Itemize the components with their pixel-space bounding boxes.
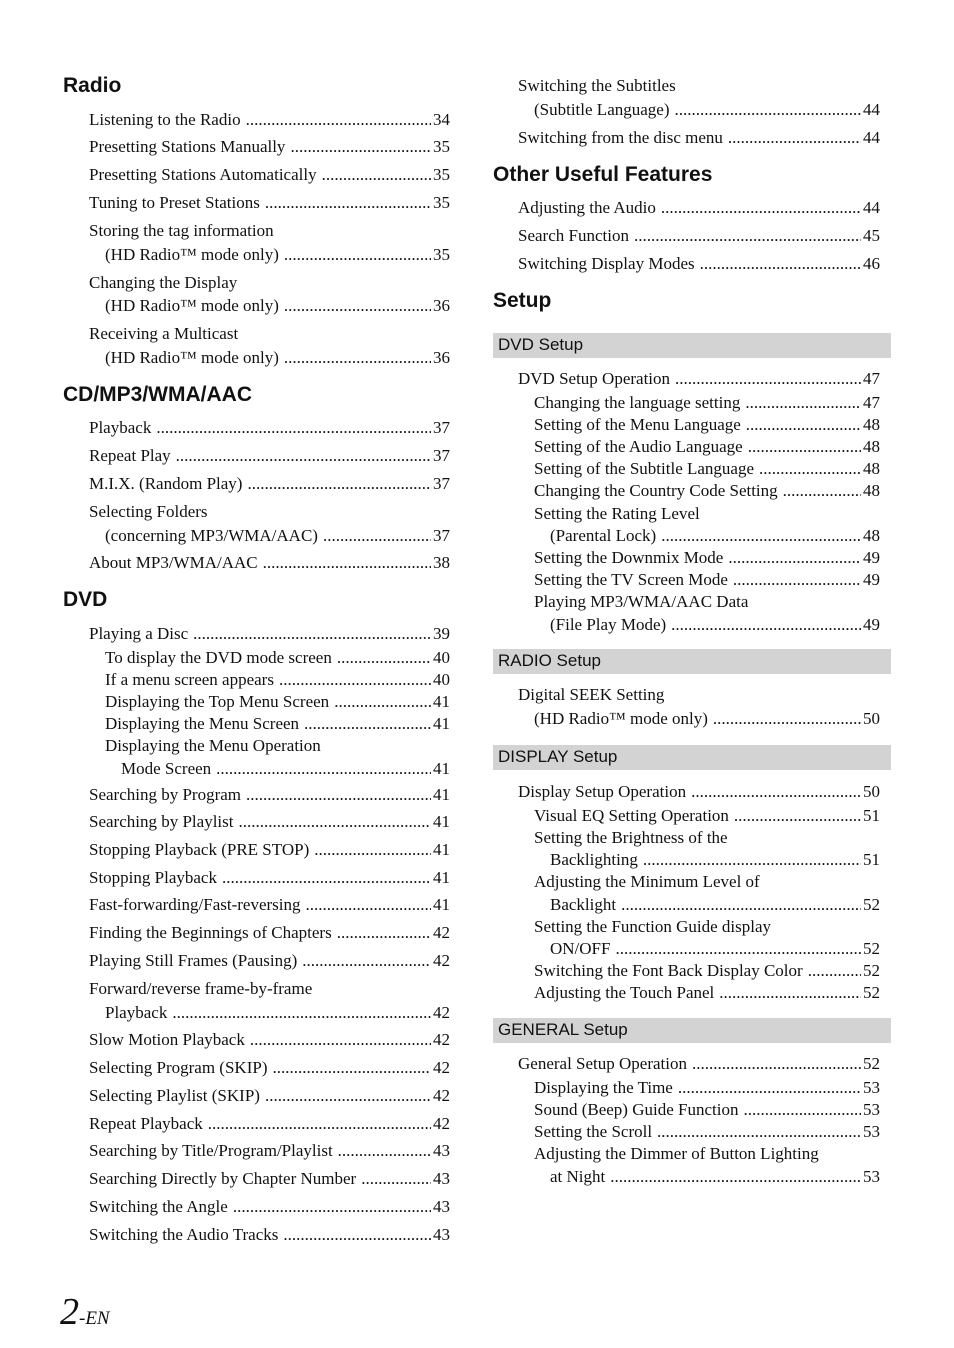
toc-entry-title: ON/OFF (550, 939, 611, 958)
toc-entry-title: Adjusting the Audio (518, 198, 656, 217)
toc-entry-title: Setting the Brightness of the (534, 828, 728, 847)
toc-entry (534, 480, 880, 502)
leader-dots (691, 781, 861, 803)
toc-entry-title: Selecting Folders (89, 502, 208, 521)
toc-entry (518, 781, 880, 803)
toc-entry (105, 525, 450, 547)
toc-entry-title: Tuning to Preset Stations (89, 193, 260, 212)
toc-entry-title: Setting the Scroll (534, 1122, 653, 1141)
leader-dots (246, 784, 431, 806)
toc-entry (89, 922, 450, 944)
toc-entry-page: 47 (863, 369, 880, 388)
leader-dots (334, 691, 431, 713)
toc-entry (105, 691, 450, 713)
toc-entry-page: 43 (433, 1169, 450, 1188)
toc-entry-page: 34 (433, 110, 450, 129)
leader-dots (745, 392, 861, 414)
toc-entry (89, 1113, 450, 1135)
leader-dots (238, 811, 431, 833)
toc-entry-title: Stopping Playback (PRE STOP) (89, 840, 310, 859)
leader-dots (692, 1053, 861, 1075)
toc-entry-page: 47 (863, 393, 880, 412)
toc-entry-page: 53 (863, 1078, 880, 1097)
toc-entry-title: Switching the Subtitles (518, 76, 676, 95)
toc-entry (89, 445, 450, 467)
toc-entry-page: 52 (863, 1054, 880, 1073)
toc-entry (105, 647, 450, 669)
toc-entry-title: Fast-forwarding/Fast-reversing (89, 895, 301, 914)
leader-dots (759, 458, 861, 480)
toc-entry-page: 42 (433, 951, 450, 970)
leader-dots (250, 1029, 431, 1051)
toc-entry (105, 244, 450, 266)
toc-entry-title: Playing Still Frames (Pausing) (89, 951, 298, 970)
toc-entry (550, 614, 880, 636)
leader-dots (302, 950, 431, 972)
leader-dots (314, 839, 431, 861)
toc-entry-title: (HD Radio™ mode only) (105, 348, 279, 367)
toc-entry (518, 225, 880, 247)
toc-entry-page: 50 (863, 782, 880, 801)
toc-entry (534, 458, 880, 480)
toc-entry (550, 1166, 880, 1188)
leader-dots (615, 938, 861, 960)
toc-entry (105, 347, 450, 369)
toc-entry-title: Setting the TV Screen Mode (534, 570, 728, 589)
toc-entry (89, 417, 450, 439)
toc-entry (534, 1099, 880, 1121)
toc-entry-page: 43 (433, 1141, 450, 1160)
toc-entry-title: Changing the Country Code Setting (534, 481, 778, 500)
toc-entry-title: If a menu screen appears (105, 670, 274, 689)
toc-entry (534, 569, 880, 591)
toc-entry (89, 1140, 450, 1162)
leader-dots (283, 1224, 431, 1246)
toc-entry-title: Playing a Disc (89, 624, 189, 643)
leader-dots (337, 922, 431, 944)
toc-entry (534, 392, 880, 414)
toc-entry-page: 37 (433, 418, 450, 437)
toc-entry (550, 938, 880, 960)
toc-entry-page: 48 (863, 526, 880, 545)
toc-entry-page: 52 (863, 895, 880, 914)
page-footer (60, 1290, 110, 1334)
toc-entry-page: 42 (433, 1003, 450, 1022)
toc-entry (89, 867, 450, 889)
toc-entry-title: Changing the language setting (534, 393, 741, 412)
toc-entry (518, 368, 880, 390)
toc-entry-page: 37 (433, 446, 450, 465)
toc-entry (550, 894, 880, 916)
toc-entry (89, 164, 450, 186)
toc-entry-title: Setting of the Subtitle Language (534, 459, 755, 478)
leader-dots (323, 525, 431, 547)
leader-dots (222, 867, 431, 889)
toc-entry-title: Backlighting (550, 850, 638, 869)
toc-entry-title: Setting of the Menu Language (534, 415, 741, 434)
toc-entry-page: 48 (863, 481, 880, 500)
leader-dots (361, 1168, 431, 1190)
toc-entry-title: Digital SEEK Setting (518, 685, 665, 704)
toc-entry-page: 44 (863, 100, 880, 119)
radio-setup-bar (493, 649, 891, 674)
section-heading-other: Other Useful Features (493, 163, 713, 186)
toc-entry-title: Displaying the Top Menu Screen (105, 692, 330, 711)
toc-entry-page: 42 (433, 923, 450, 942)
toc-entry-title: Storing the tag information (89, 221, 274, 240)
toc-entry (550, 525, 880, 547)
toc-entry-title: DVD Setup Operation (518, 369, 671, 388)
toc-entry-title: Playback (89, 418, 152, 437)
leader-dots (272, 1057, 431, 1079)
leader-dots (808, 960, 861, 982)
toc-entry-title: Receiving a Multicast (89, 324, 239, 343)
toc-entry-page: 52 (863, 939, 880, 958)
toc-entry (89, 839, 450, 861)
toc-entry-page: 51 (863, 806, 880, 825)
toc-entry (105, 669, 450, 691)
toc-entry-page: 51 (863, 850, 880, 869)
general-setup-bar (493, 1018, 891, 1043)
toc-entry-title: Playing MP3/WMA/AAC Data (534, 592, 749, 611)
toc-entry-page: 35 (433, 165, 450, 184)
toc-entry-title: Switching the Font Back Display Color (534, 961, 803, 980)
leader-dots (634, 225, 861, 247)
leader-dots (246, 109, 431, 131)
toc-entry (89, 473, 450, 495)
toc-entry-page: 40 (433, 670, 450, 689)
toc-entry-page: 49 (863, 615, 880, 634)
toc-entry (518, 127, 880, 149)
toc-entry-title: Switching the Audio Tracks (89, 1225, 279, 1244)
toc-entry-page: 41 (433, 785, 450, 804)
toc-entry-title: About MP3/WMA/AAC (89, 553, 258, 572)
toc-entry-title: Displaying the Time (534, 1078, 673, 1097)
toc-entry-page: 44 (863, 198, 880, 217)
toc-entry-page: 48 (863, 437, 880, 456)
toc-entry-title: Setting of the Audio Language (534, 437, 743, 456)
toc-entry-page: 41 (433, 759, 450, 778)
toc-entry (89, 1168, 450, 1190)
leader-dots (193, 623, 431, 645)
toc-entry-page: 37 (433, 526, 450, 545)
toc-entry-page: 35 (433, 245, 450, 264)
leader-dots (290, 136, 431, 158)
toc-entry-title: Repeat Play (89, 446, 171, 465)
toc-entry (534, 547, 880, 569)
toc-entry (534, 436, 880, 458)
toc-entry (518, 1053, 880, 1075)
toc-entry-title: Selecting Playlist (SKIP) (89, 1086, 260, 1105)
toc-entry-title: Visual EQ Setting Operation (534, 806, 729, 825)
toc-entry (121, 758, 450, 780)
toc-entry-page: 42 (433, 1086, 450, 1105)
toc-entry (518, 253, 880, 275)
toc-entry-title: Searching by Title/Program/Playlist (89, 1141, 333, 1160)
toc-entry-title: Searching Directly by Chapter Number (89, 1169, 357, 1188)
toc-entry-title: Sound (Beep) Guide Function (534, 1100, 739, 1119)
toc-entry-page: 39 (433, 624, 450, 643)
toc-entry-title: Display Setup Operation (518, 782, 687, 801)
toc-entry (534, 805, 880, 827)
toc-entry-page: 41 (433, 840, 450, 859)
toc-entry (534, 708, 880, 730)
toc-entry-page: 46 (863, 254, 880, 273)
toc-entry-page: 53 (863, 1122, 880, 1141)
leader-dots (621, 894, 861, 916)
toc-entry (105, 1002, 450, 1024)
leader-dots (176, 445, 431, 467)
toc-entry-title: at Night (550, 1167, 606, 1186)
toc-entry (534, 1121, 880, 1143)
toc-entry-page: 42 (433, 1058, 450, 1077)
leader-dots (661, 197, 861, 219)
toc-entry-title: Presetting Stations Manually (89, 137, 286, 156)
leader-dots (728, 547, 861, 569)
toc-entry-title: (concerning MP3/WMA/AAC) (105, 526, 318, 545)
leader-dots (233, 1196, 431, 1218)
toc-entry-page: 40 (433, 648, 450, 667)
toc-entry-title: Playback (105, 1003, 168, 1022)
toc-entry-title: Searching by Playlist (89, 812, 234, 831)
leader-dots (671, 614, 861, 636)
leader-dots (208, 1113, 431, 1135)
toc-entry-title: Listening to the Radio (89, 110, 241, 129)
toc-entry-title: Adjusting the Touch Panel (534, 983, 715, 1002)
page-suffix: -EN (79, 1308, 110, 1329)
leader-dots (700, 253, 861, 275)
leader-dots (783, 480, 861, 502)
toc-entry-title: Selecting Program (SKIP) (89, 1058, 268, 1077)
toc-entry-title: Stopping Playback (89, 868, 217, 887)
toc-entry-page: 38 (433, 553, 450, 572)
toc-entry-title: (Parental Lock) (550, 526, 657, 545)
toc-entry-page: 43 (433, 1197, 450, 1216)
toc-entry (89, 552, 450, 574)
toc-entry (534, 414, 880, 436)
toc-entry-title: Setting the Rating Level (534, 504, 700, 523)
toc-entry-title: (HD Radio™ mode only) (105, 296, 279, 315)
leader-dots (265, 192, 431, 214)
leader-dots (675, 368, 861, 390)
toc-entry-page: 41 (433, 868, 450, 887)
leader-dots (733, 569, 861, 591)
toc-entry-page: 41 (433, 812, 450, 831)
toc-entry-title: Setting the Function Guide display (534, 917, 772, 936)
toc-entry-title: Presetting Stations Automatically (89, 165, 317, 184)
toc-entry-page: 42 (433, 1030, 450, 1049)
toc-entry-title: Adjusting the Dimmer of Button Lighting (534, 1144, 819, 1163)
leader-dots (743, 1099, 861, 1121)
toc-entry (534, 99, 880, 121)
leader-dots (746, 414, 861, 436)
toc-entry (89, 1196, 450, 1218)
leader-dots (657, 1121, 861, 1143)
toc-entry-title: General Setup Operation (518, 1054, 687, 1073)
dvd-setup-bar (493, 333, 891, 358)
dvd-setup-bar-label: DVD Setup (498, 335, 584, 354)
section-heading-dvd: DVD (63, 588, 108, 611)
toc-entry-page: 41 (433, 895, 450, 914)
general-setup-bar-label: GENERAL Setup (498, 1020, 628, 1039)
toc-entry (89, 784, 450, 806)
radio-setup-bar-label: RADIO Setup (498, 651, 601, 670)
toc-entry-page: 42 (433, 1114, 450, 1133)
toc-entry-title: Switching from the disc menu (518, 128, 723, 147)
page-number: 2 (60, 1291, 79, 1333)
toc-entry-title: Backlight (550, 895, 617, 914)
toc-entry (89, 894, 450, 916)
leader-dots (734, 805, 861, 827)
leader-dots (675, 99, 862, 121)
toc-entry-page: 48 (863, 415, 880, 434)
toc-entry (89, 623, 450, 645)
leader-dots (719, 982, 861, 1004)
toc-entry-page: 49 (863, 548, 880, 567)
toc-entry (89, 811, 450, 833)
toc-entry-title: (HD Radio™ mode only) (534, 709, 708, 728)
toc-entry-page: 41 (433, 692, 450, 711)
toc-entry-page: 36 (433, 296, 450, 315)
leader-dots (678, 1077, 861, 1099)
toc-entry (89, 1224, 450, 1246)
toc-entry-page: 35 (433, 193, 450, 212)
leader-dots (713, 708, 861, 730)
toc-entry-title: (File Play Mode) (550, 615, 667, 634)
leader-dots (247, 473, 431, 495)
toc-entry-title: Mode Screen (121, 759, 212, 778)
leader-dots (338, 1140, 431, 1162)
display-setup-bar (493, 745, 891, 770)
leader-dots (284, 295, 431, 317)
toc-entry (518, 197, 880, 219)
leader-dots (156, 417, 431, 439)
toc-entry-page: 48 (863, 459, 880, 478)
toc-entry-page: 52 (863, 983, 880, 1002)
toc-entry-title: Searching by Program (89, 785, 242, 804)
toc-entry-title: Forward/reverse frame-by-frame (89, 979, 313, 998)
toc-entry-title: Finding the Beginnings of Chapters (89, 923, 332, 942)
leader-dots (279, 669, 431, 691)
toc-entry-page: 53 (863, 1100, 880, 1119)
toc-entry-page: 41 (433, 714, 450, 733)
toc-entry (89, 136, 450, 158)
toc-entry-page: 36 (433, 348, 450, 367)
leader-dots (728, 127, 861, 149)
leader-dots (172, 1002, 431, 1024)
leader-dots (216, 758, 431, 780)
toc-entry-title: Search Function (518, 226, 629, 245)
leader-dots (265, 1085, 431, 1107)
leader-dots (306, 894, 431, 916)
toc-entry (89, 1029, 450, 1051)
leader-dots (284, 347, 431, 369)
toc-entry-page: 44 (863, 128, 880, 147)
display-setup-bar-label: DISPLAY Setup (498, 747, 618, 766)
toc-entry-page: 50 (863, 709, 880, 728)
toc-entry-page: 52 (863, 961, 880, 980)
toc-entry-page: 49 (863, 570, 880, 589)
leader-dots (643, 849, 861, 871)
leader-dots (304, 713, 431, 735)
toc-entry (534, 1077, 880, 1099)
toc-entry (89, 1085, 450, 1107)
toc-entry (89, 950, 450, 972)
toc-entry-title: Switching the Angle (89, 1197, 228, 1216)
toc-entry-title: Switching Display Modes (518, 254, 695, 273)
toc-entry-page: 43 (433, 1225, 450, 1244)
section-heading-radio: Radio (63, 74, 122, 97)
toc-entry (534, 960, 880, 982)
toc-entry-title: Displaying the Menu Operation (105, 736, 321, 755)
toc-entry (105, 295, 450, 317)
leader-dots (337, 647, 431, 669)
toc-entry-title: Slow Motion Playback (89, 1030, 245, 1049)
toc-entry (550, 849, 880, 871)
toc-entry (105, 713, 450, 735)
toc-entry-title: Displaying the Menu Screen (105, 714, 300, 733)
toc-entry (89, 1057, 450, 1079)
section-heading-setup: Setup (493, 289, 552, 312)
leader-dots (748, 436, 861, 458)
toc-entry-title: Changing the Display (89, 273, 238, 292)
toc-entry-title: (Subtitle Language) (534, 100, 670, 119)
toc-entry (534, 982, 880, 1004)
toc-entry-title: Repeat Playback (89, 1114, 203, 1133)
toc-entry-page: 45 (863, 226, 880, 245)
toc-entry-title: M.I.X. (Random Play) (89, 474, 243, 493)
toc-entry-title: Adjusting the Minimum Level of (534, 872, 760, 891)
toc-entry-title: Setting the Downmix Mode (534, 548, 724, 567)
leader-dots (284, 244, 431, 266)
toc-entry-page: 53 (863, 1167, 880, 1186)
leader-dots (661, 525, 861, 547)
toc-entry (89, 109, 450, 131)
toc-entry-title: (HD Radio™ mode only) (105, 245, 279, 264)
toc-entry-page: 35 (433, 137, 450, 156)
toc-entry-page: 37 (433, 474, 450, 493)
toc-entry-title: To display the DVD mode screen (105, 648, 332, 667)
toc-entry (89, 192, 450, 214)
leader-dots (322, 164, 431, 186)
leader-dots (610, 1166, 861, 1188)
section-heading-cd: CD/MP3/WMA/AAC (63, 383, 252, 406)
leader-dots (263, 552, 431, 574)
